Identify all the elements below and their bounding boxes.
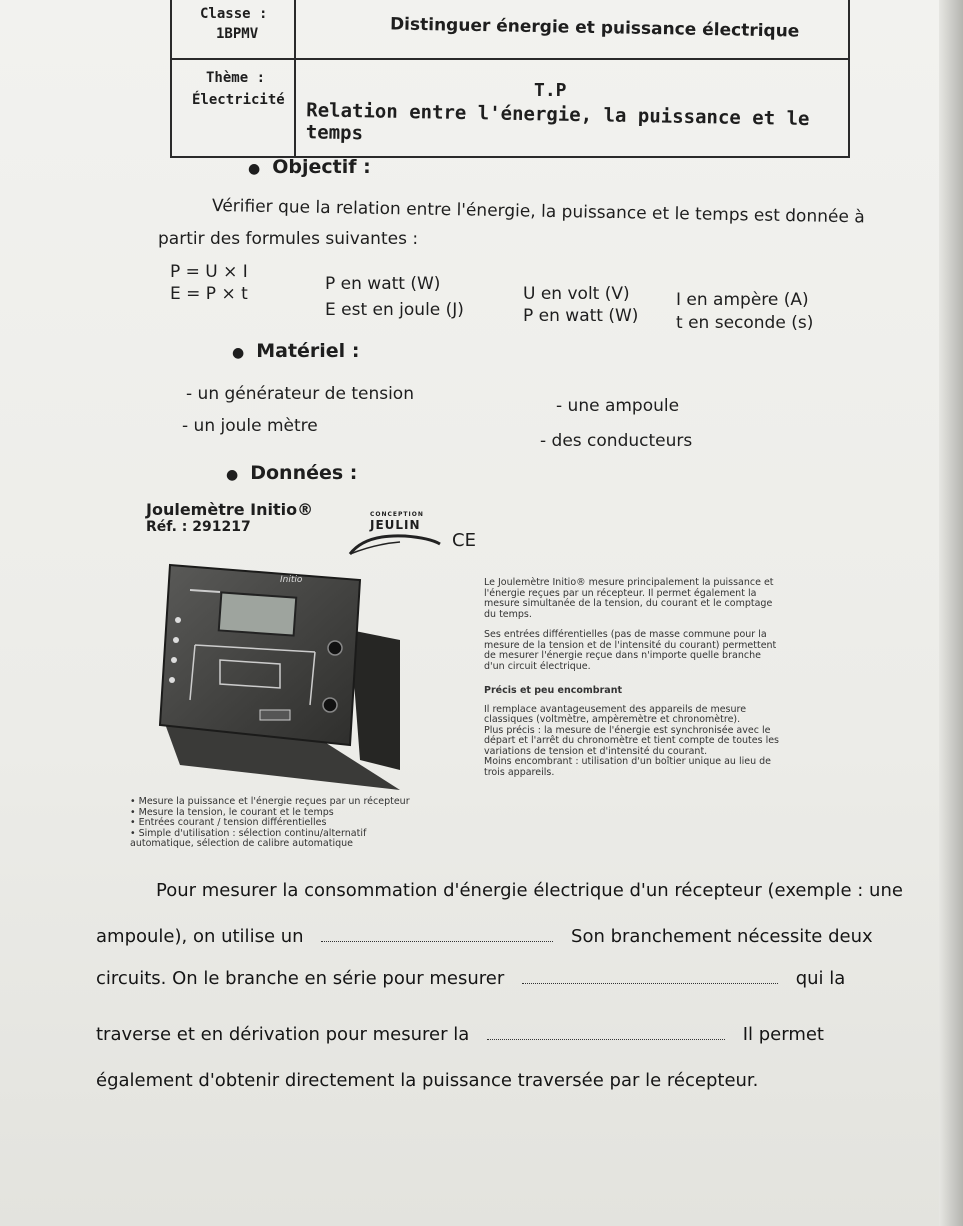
unit-u-volt: U en volt (V) bbox=[523, 284, 630, 304]
objectif-heading: ● Objectif : bbox=[248, 156, 371, 178]
desc-line: Le Joulemètre Initio® mesure principalement la puissance et bbox=[484, 577, 774, 588]
unit-p-watt-2: P en watt (W) bbox=[523, 306, 639, 326]
unit-t-seconde: t en seconde (s) bbox=[676, 313, 814, 333]
page-edge-shadow bbox=[939, 0, 963, 1226]
product-ref: Réf. : 291217 bbox=[146, 519, 251, 535]
materiel-item-joulemetre: - un joule mètre bbox=[182, 416, 318, 436]
header-divider-v bbox=[294, 0, 296, 156]
exercise-line2-start: ampoule), on utilise un bbox=[96, 926, 304, 947]
feature-list bbox=[120, 797, 480, 850]
feature-item: • Mesure la puissance et l'énergie reçues par un récepteur bbox=[130, 796, 410, 807]
theme-value: Électricité bbox=[192, 92, 285, 108]
precis-line: Plus précis : la mesure de l'énergie est synchronisée avec le bbox=[484, 724, 771, 736]
exercise-line3-start: circuits. On le branche en série pour mesurer bbox=[96, 968, 505, 989]
donnees-heading: ● Données : bbox=[226, 462, 358, 484]
desc-line: de mesurer l'énergie reçue dans n'importe quelle branche bbox=[484, 650, 761, 661]
jeulin-logo-swoosh-icon bbox=[345, 530, 445, 560]
objectif-line2: partir des formules suivantes : bbox=[158, 229, 419, 249]
precis-line: variations de tension et d'intensité du courant. bbox=[484, 745, 708, 757]
precis-line: Il remplace avantageusement des appareils de mesure bbox=[484, 703, 747, 715]
header-divider-h bbox=[172, 58, 848, 60]
exercise-line4-start: traverse et en dérivation pour mesurer la bbox=[96, 1024, 470, 1045]
blank-serie-field[interactable] bbox=[522, 969, 778, 984]
blank-appareil-field[interactable] bbox=[321, 927, 553, 942]
description-block bbox=[484, 578, 824, 778]
desc-spacer bbox=[484, 672, 824, 686]
subtitle: Relation entre l'énergie, la puissance et le temps bbox=[305, 99, 810, 145]
product-title: Joulemètre Initio® bbox=[146, 500, 314, 519]
donnees-heading-text: Données : bbox=[250, 462, 358, 484]
main-title: Distinguer énergie et puissance électrique bbox=[389, 14, 800, 42]
brand-conception: CONCEPTION bbox=[370, 511, 424, 518]
desc-line: d'un circuit électrique. bbox=[484, 660, 591, 672]
classe-label: Classe : bbox=[200, 6, 268, 22]
exercise-line4-end: Il permet bbox=[742, 1024, 824, 1045]
exercise-line2 bbox=[96, 926, 873, 947]
feature-item: • Simple d'utilisation : sélection continu/alternatif bbox=[130, 827, 367, 839]
formula-energy: E = P × t bbox=[170, 284, 248, 304]
tp-label: T.P bbox=[534, 80, 567, 101]
desc-line: du temps. bbox=[484, 608, 532, 620]
precis-line: Moins encombrant : utilisation d'un boîtier unique au lieu de bbox=[484, 756, 772, 767]
feature-item: automatique, sélection de calibre automatique bbox=[130, 838, 353, 849]
desc-line: Ses entrées différentielles (pas de masse commune pour la bbox=[484, 629, 767, 640]
formula-power: P = U × I bbox=[170, 262, 248, 282]
feature-item: • Entrées courant / tension différentielles bbox=[130, 817, 327, 828]
feature-item: • Mesure la tension, le courant et le temps bbox=[130, 806, 334, 818]
desc-line: mesure simultanée de la tension, du courant et le comptage bbox=[484, 598, 773, 609]
ce-mark: CE bbox=[452, 530, 476, 551]
unit-e-joule: E est en joule (J) bbox=[325, 300, 464, 320]
exercise-line3 bbox=[96, 968, 845, 989]
desc-line: l'énergie reçues par un récepteur. Il permet également la bbox=[484, 587, 757, 599]
header-table bbox=[170, 0, 850, 158]
exercise-line4 bbox=[96, 1024, 824, 1045]
objectif-heading-text: Objectif : bbox=[272, 156, 371, 178]
desc-line: mesure de la tension et de l'intensité du courant) permettent bbox=[484, 639, 777, 651]
svg-text:Initio: Initio bbox=[280, 575, 303, 585]
exercise-line1: Pour mesurer la consommation d'énergie électrique d'un récepteur (exemple : une bbox=[156, 880, 903, 901]
materiel-heading-text: Matériel : bbox=[256, 340, 360, 362]
precis-line: départ et l'arrêt du chronomètre et tient compte de toutes les bbox=[484, 735, 780, 746]
brand-name: JEULIN bbox=[370, 518, 421, 532]
unit-i-ampere: I en ampère (A) bbox=[676, 290, 809, 310]
classe-value: 1BPMV bbox=[216, 26, 259, 42]
blank-derivation-field[interactable] bbox=[487, 1025, 725, 1040]
objectif-line1: Vérifier que la relation entre l'énergie, la puissance et le temps est donnée à bbox=[211, 196, 865, 228]
precis-line: classiques (voltmètre, ampèremètre et chronomètre). bbox=[484, 714, 741, 725]
precis-heading: Précis et peu encombrant bbox=[484, 685, 623, 696]
exercise-line3-end: qui la bbox=[795, 968, 846, 989]
exercise-line2-end: Son branchement nécessite deux bbox=[571, 926, 873, 947]
precis-line: trois appareils. bbox=[484, 766, 555, 778]
materiel-item-ampoule: - une ampoule bbox=[556, 396, 680, 416]
theme-label: Thème : bbox=[206, 70, 266, 86]
materiel-heading: ● Matériel : bbox=[232, 340, 360, 362]
materiel-item-generateur: - un générateur de tension bbox=[186, 384, 414, 404]
unit-p-watt: P en watt (W) bbox=[325, 274, 441, 294]
joulemeter-device-icon bbox=[150, 560, 480, 790]
materiel-item-conducteurs: - des conducteurs bbox=[540, 431, 693, 451]
exercise-line5: également d'obtenir directement la puissance traversée par le récepteur. bbox=[96, 1070, 759, 1091]
